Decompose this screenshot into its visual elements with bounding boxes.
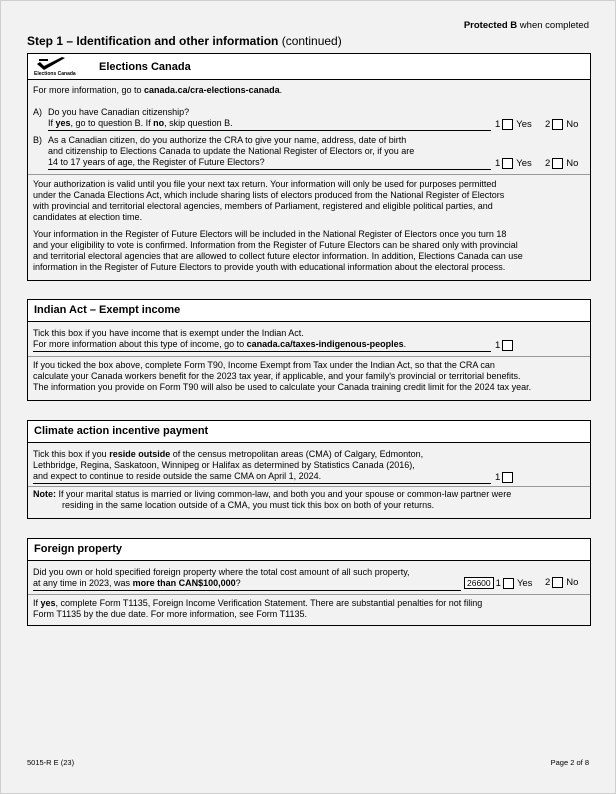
indian-act-checkbox[interactable] bbox=[502, 340, 513, 351]
question-a-label: A) bbox=[33, 107, 42, 117]
indian-act-underline bbox=[33, 351, 491, 352]
question-b-label: B) bbox=[33, 135, 42, 145]
foreign-line1: Did you own or hold specified foreign property where the total cost amount of all such property, bbox=[33, 567, 410, 577]
elections-canada-section bbox=[27, 53, 591, 281]
question-a-yes: 1 Yes bbox=[495, 119, 532, 130]
foreign-no-checkbox[interactable] bbox=[552, 577, 563, 588]
checkmark-logo-icon bbox=[36, 57, 66, 71]
form-id: 5015-R E (23) bbox=[27, 758, 75, 767]
elections-canada-logo: Elections Canada bbox=[34, 57, 94, 77]
foreign-property-section bbox=[27, 538, 591, 626]
protected-label: Protected B when completed bbox=[463, 20, 589, 31]
foreign-paragraph: If yes, complete Form T1135, Foreign Income Verification Statement. There are substantial penalties for not filing Form T1135 by the due date. For more information, see Form T1135. bbox=[33, 598, 483, 619]
question-a-underline bbox=[48, 130, 491, 131]
question-a-no: 2 No bbox=[545, 119, 579, 130]
foreign-yes: 26600 1 Yes bbox=[464, 577, 532, 589]
climate-box: 1 bbox=[495, 472, 516, 483]
question-b-line1: As a Canadian citizen, do you authorize the CRA to give your name, address, date of birth bbox=[48, 135, 407, 145]
question-b-yes: 1 Yes bbox=[495, 158, 532, 169]
climate-note: Note: If your marital status is married or living common-law, and both you and your spouse or common-law partner were residing in the same location outside of a CMA, you must tick this box on both of your returns. bbox=[33, 489, 512, 510]
question-b-no: 2 No bbox=[545, 158, 579, 169]
elections-canada-title: Elections Canada bbox=[99, 61, 191, 73]
foreign-no: 2 No bbox=[545, 577, 579, 588]
climate-checkbox[interactable] bbox=[502, 472, 513, 483]
question-b-line3: 14 to 17 years of age, the Register of Future Electors? bbox=[48, 157, 265, 167]
question-b-no-checkbox[interactable] bbox=[552, 158, 563, 169]
climate-line3: and expect to continue to reside outside the same CMA on April 1, 2024. bbox=[33, 471, 322, 481]
climate-line2: Lethbridge, Regina, Saskatoon, Winnipeg or Halifax as determined by Statistics Canada (2016), bbox=[33, 460, 415, 470]
question-a-line1: Do you have Canadian citizenship? bbox=[48, 107, 190, 117]
foreign-line-code: 26600 bbox=[464, 577, 494, 589]
indian-act-line1: Tick this box if you have income that is exempt under the Indian Act. bbox=[33, 328, 304, 338]
indian-act-divider bbox=[28, 356, 590, 357]
indian-act-box: 1 bbox=[495, 340, 516, 351]
foreign-divider bbox=[28, 594, 590, 595]
climate-divider bbox=[28, 486, 590, 487]
question-a-line2: If yes, go to question B. If no, skip question B. bbox=[48, 118, 233, 128]
indian-act-paragraph: If you ticked the box above, complete Form T90, Income Exempt from Tax under the Indian Act, so that the CRA can calculate your Canada workers benefit for the 2023 tax year, if applicable, and your family's provincial or territorial benefits. The information you provide on Form T90 will also be used to calculate your Canada training credit limit for the 2024 tax year. bbox=[33, 360, 532, 392]
question-a-yes-checkbox[interactable] bbox=[502, 119, 513, 130]
elections-canada-header bbox=[28, 54, 590, 80]
indian-act-link[interactable]: canada.ca/taxes-indigenous-peoples bbox=[246, 339, 404, 349]
foreign-yes-checkbox[interactable] bbox=[503, 578, 514, 589]
elections-link[interactable]: canada.ca/cra-elections-canada bbox=[144, 85, 280, 95]
step-title: Step 1 – Identification and other information (continued) bbox=[27, 34, 342, 48]
elections-divider bbox=[28, 174, 590, 175]
elections-info: For more information, go to canada.ca/cra-elections-canada. bbox=[33, 85, 283, 95]
question-b-line2: and citizenship to Elections Canada to update the National Register of Electors or, if you are bbox=[48, 146, 415, 156]
question-b-yes-checkbox[interactable] bbox=[502, 158, 513, 169]
foreign-line2: at any time in 2023, was more than CAN$100,000? bbox=[33, 578, 241, 588]
question-a-no-checkbox[interactable] bbox=[552, 119, 563, 130]
foreign-property-title: Foreign property bbox=[28, 539, 590, 561]
foreign-underline bbox=[33, 590, 461, 591]
climate-line1: Tick this box if you reside outside of the census metropolitan areas (CMA) of Calgary, Edmonton, bbox=[33, 449, 424, 459]
elections-paragraph-1: Your authorization is valid until you file your next tax return. Your information will only be used for purposes permitted under the Canada Elections Act, which include sharing lists of electors produced from the National Register of Electors with provincial and territorial electoral agencies, members of Parliament, registered and eligible political parties, and candidates at election time. bbox=[33, 179, 505, 222]
indian-act-title: Indian Act – Exempt income bbox=[28, 300, 590, 322]
climate-underline bbox=[33, 483, 491, 484]
question-b-underline bbox=[48, 169, 491, 170]
climate-action-section bbox=[27, 420, 591, 519]
indian-act-line2: For more information about this type of income, go to canada.ca/taxes-indigenous-peoples. bbox=[33, 339, 407, 349]
climate-action-title: Climate action incentive payment bbox=[28, 421, 590, 443]
elections-paragraph-2: Your information in the Register of Future Electors will be included in the National Register of Electors once you turn 18 and your eligibility to vote is confirmed. Information from the Register of Future Electors can be shared only with provincial and territorial electoral agencies that are allowed to collect future elector information. In addition, Elections Canada can use information in the Register of Future Electors to provide youth with educational information about the electoral process. bbox=[33, 229, 523, 272]
page-number: Page 2 of 8 bbox=[550, 758, 589, 767]
indian-act-section bbox=[27, 299, 591, 401]
